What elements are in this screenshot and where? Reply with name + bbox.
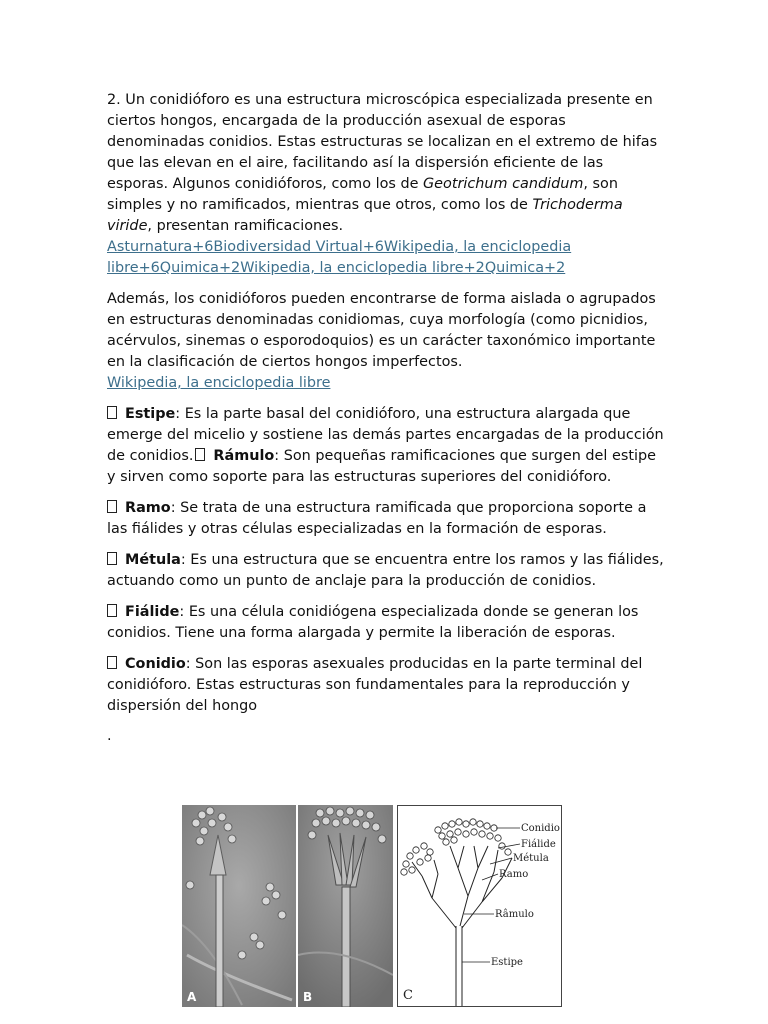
intro-text-2: , son simples y no ramificados, mientras que otros, como los de (107, 176, 618, 213)
panel-a-label: A (187, 990, 197, 1004)
trailing-dot: . (107, 728, 112, 744)
term-ramulo: Rámulo (213, 448, 275, 464)
micrograph-b-image (298, 805, 393, 1007)
panel-b-label: B (303, 990, 313, 1004)
label-conidio: Conidio (521, 823, 560, 834)
conidiophore-figure (182, 805, 562, 1007)
intro-text-1: 2. Un conidióforo es una estructura microscópica especializada presente en ciertos hongos, encargada de la producción asexual de esporas denominadas conidios. Estas estructuras se localizan en el extremo de hifas que las elevan en el aire, facilitando así la dispersión eficiente de las esporas. Algunos conidióforos, como los de (107, 92, 658, 192)
label-ramulo: Râmulo (495, 909, 534, 920)
diagram-panel-c (397, 805, 562, 1007)
term-fialide: Fiálide (125, 604, 180, 620)
list-item-ramo (107, 498, 667, 540)
micrograph-panel-a (182, 805, 296, 1007)
term-metula: Métula (125, 552, 181, 568)
term-conidio: Conidio (125, 656, 186, 672)
definition-estipe: : Es la parte basal del conidióforo, una estructura alargada que emerge del micelio y sostiene las demás partes encargadas de la producción de conidios. (107, 406, 664, 464)
intro-source-links[interactable]: Asturnatura+6Biodiversidad Virtual+6Wikipedia, la enciclopedia libre+6Quimica+2Wikipedia, la enciclopedia libre+2Quimica+2 (107, 239, 572, 276)
term-estipe: Estipe (125, 406, 176, 422)
intro-text-3: , presentan ramificaciones. (147, 218, 344, 234)
bullet-icon (107, 500, 117, 513)
species-trichoderma: Trichoderma viride (107, 197, 623, 234)
bullet-icon (195, 448, 205, 461)
list-item-estipe (107, 404, 667, 488)
label-ramo: Ramo (499, 869, 529, 880)
label-metula: Métula (513, 853, 549, 864)
definition-fialide: : Es una célula conidiógena especializada donde se generan los conidios. Tiene una forma alargada y permite la liberación de esporas. (107, 604, 639, 641)
bullet-icon (107, 406, 117, 419)
list-item-metula (107, 550, 667, 592)
bullet-icon (107, 656, 117, 669)
label-estipe: Estipe (491, 957, 523, 968)
list-item-conidio (107, 654, 667, 717)
term-ramo: Ramo (125, 500, 171, 516)
conidiomas-source-link[interactable]: Wikipedia, la enciclopedia libre (107, 375, 331, 391)
definition-ramo: : Se trata de una estructura ramificada que proporciona soporte a las fiálides y otras células especializadas en la formación de esporas. (107, 500, 647, 537)
micrograph-panel-b (298, 805, 393, 1007)
list-item-fialide (107, 602, 667, 644)
definition-metula: : Es una estructura que se encuentra entre los ramos y las fiálides, actuando como un punto de anclaje para la producción de conidios. (107, 552, 664, 589)
document-body (107, 90, 667, 745)
conidiophore-diagram (398, 806, 561, 1006)
label-fialide: Fiálide (521, 839, 556, 850)
intro-paragraph (107, 90, 667, 279)
conidiomas-paragraph (107, 289, 667, 394)
conidiomas-text: Además, los conidióforos pueden encontrarse de forma aislada o agrupados en estructuras denominadas conidiomas, cuya morfología (como picnidios, acérvulos, sinemas o esporodoquios) es un carácter taxonómico importante en la clasificación de ciertos hongos imperfectos. (107, 291, 656, 370)
bullet-icon (107, 552, 117, 565)
panel-c-label: C (403, 988, 413, 1003)
micrograph-a-image (182, 805, 296, 1007)
definition-ramulo: : Son pequeñas ramificaciones que surgen del estipe y sirven como soporte para las estructuras superiores del conidióforo. (107, 448, 656, 485)
species-geotrichum: Geotrichum candidum (423, 176, 584, 192)
bullet-icon (107, 604, 117, 617)
definition-conidio: : Son las esporas asexuales producidas en la parte terminal del conidióforo. Estas estructuras son fundamentales para la reproducción y dispersión del hongo (107, 656, 643, 714)
